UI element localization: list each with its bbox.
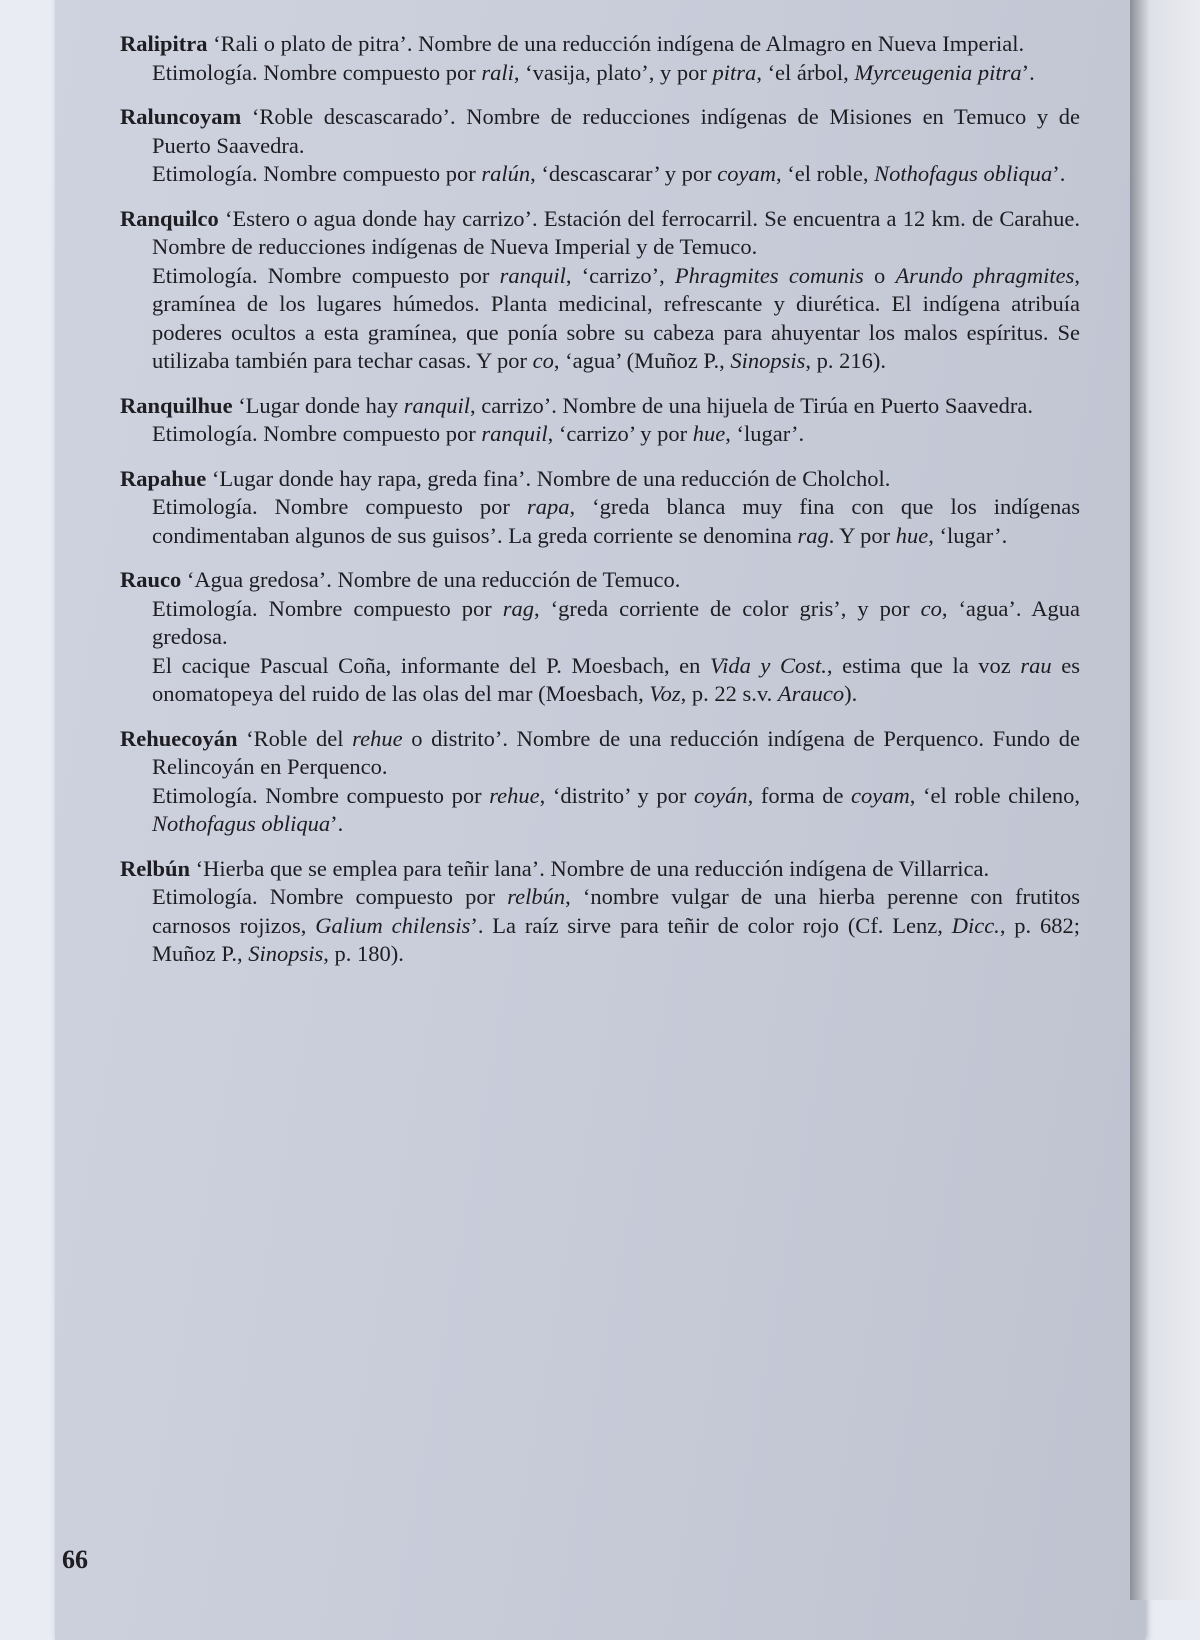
text-segment: ‘Lugar donde hay rapa, greda fina’. Nombre de una reducción de Cholchol. — [206, 465, 891, 491]
italic-term: rag — [502, 595, 535, 621]
text-segment: o — [863, 262, 896, 288]
text-segment: , p. 682; Muñoz P., — [152, 912, 1080, 966]
text-segment: , ‘vasija, plato’, y por — [513, 59, 713, 85]
text-segment: El cacique Pascual Coña, informante del P. Moesbach, en — [152, 652, 710, 678]
italic-term: Voz — [649, 681, 681, 706]
text-segment: , ‘el árbol, — [756, 59, 855, 85]
text-segment: Etimología. Nombre compuesto por — [152, 494, 527, 519]
text-segment: ‘Roble del — [237, 725, 353, 751]
italic-term: rali — [481, 59, 514, 85]
entry-definition — [120, 392, 1080, 421]
entry-etymology — [152, 883, 1080, 969]
text-segment: ‘Lugar donde hay — [232, 392, 404, 418]
italic-term: coyam — [717, 161, 777, 186]
italic-term: coyán — [693, 782, 748, 808]
text-segment: , ‘carrizo’ y por — [547, 421, 693, 446]
entry-etymology — [152, 782, 1080, 839]
entry-headword: Rauco — [120, 567, 182, 592]
entry-headword: Relbún — [120, 855, 191, 881]
entry-headword: Ralipitra — [120, 31, 208, 56]
italic-term: rehue — [489, 782, 540, 808]
italic-term: ranquil — [499, 262, 566, 288]
italic-term: ranquil — [481, 421, 548, 446]
text-segment: Etimología. Nombre compuesto por — [152, 884, 508, 909]
italic-term: Myrceugenia pitra — [854, 59, 1022, 85]
entry-headword: Rapahue — [120, 465, 207, 491]
italic-term: hue — [692, 421, 726, 446]
text-segment: , ‘agua’ (Muñoz P., — [553, 348, 731, 373]
italic-term: Arundo phragmites — [895, 262, 1075, 288]
entry-etymology — [152, 262, 1080, 376]
italic-term: co — [532, 348, 554, 373]
text-segment: , p. 216). — [805, 348, 886, 373]
entry-definition — [120, 465, 1080, 494]
dictionary-entry — [120, 566, 1080, 709]
text-segment: , ‘lugar’. — [928, 522, 1008, 548]
text-segment: , p. 22 s.v. — [680, 681, 778, 706]
entry-etymology — [152, 160, 1080, 189]
entry-etymology — [152, 59, 1080, 88]
entry-definition — [120, 103, 1080, 160]
text-segment: . Y por — [828, 522, 896, 548]
entry-etymology — [152, 493, 1080, 550]
text-segment: ). — [844, 681, 858, 706]
text-segment: , gramínea de los lugares húmedos. Planta medicinal, refrescante y diurética. El indígena atribuía poderes ocultos a esta gramínea, que ponía sobre su cabeza para ahuyentar los malos espíritus. Se utilizaba también para techar casas. Y por — [152, 262, 1080, 373]
entry-definition — [120, 30, 1080, 59]
italic-term: coyam — [851, 782, 910, 808]
text-segment: ’. — [1052, 161, 1066, 186]
dictionary-entry — [120, 30, 1080, 87]
italic-term: rehue — [352, 725, 403, 751]
text-segment: , ‘nombre vulgar de una hierba perenne con frutitos carnosos rojizos, — [152, 884, 1080, 938]
entry-definition — [120, 566, 1080, 595]
text-segment: , carrizo’. Nombre de una hijuela de Tirúa en Puerto Saavedra. — [470, 392, 1033, 418]
text-segment: , ‘greda blanca muy fina con que los indígenas condimentaban algunos de sus guisos’. La greda corriente se denomina — [152, 494, 1080, 548]
italic-term: Phragmites comunis — [674, 262, 864, 288]
text-segment: , ‘el roble, — [776, 161, 875, 186]
entry-etymology — [152, 420, 1080, 449]
text-segment: , forma de — [747, 782, 852, 808]
text-segment: , ‘el roble chileno, — [909, 782, 1081, 808]
dictionary-column — [120, 30, 1080, 985]
text-segment: Etimología. Nombre compuesto por — [152, 262, 500, 288]
text-segment: ’. — [330, 811, 344, 836]
entry-etymology — [152, 652, 1080, 709]
text-segment: , ‘agua’. Agua gredosa. — [152, 595, 1081, 649]
italic-term: Sinopsis — [248, 941, 324, 966]
italic-term: Nothofagus obliqua — [152, 811, 331, 836]
entry-headword: Rehuecoyán — [120, 725, 238, 751]
text-segment: Etimología. Nombre compuesto por — [152, 59, 482, 85]
entry-definition — [120, 855, 1080, 884]
italic-term: hue — [895, 522, 929, 548]
text-segment: ‘Roble descascarado’. Nombre de reducciones indígenas de Misiones en Temuco y de Puerto Saavedra. — [152, 104, 1080, 158]
italic-term: Vida y Cost. — [710, 652, 827, 678]
text-segment: o distrito’. Nombre de una reducción indígena de Perquenco. Fundo de Relincoyán en Perquenco. — [152, 725, 1080, 779]
text-segment: , ‘distrito’ y por — [539, 782, 694, 808]
italic-term: relbún — [507, 884, 566, 909]
italic-term: ranquil — [403, 392, 471, 418]
italic-term: pitra — [712, 59, 757, 85]
text-segment: ‘Agua gredosa’. Nombre de una reducción de Temuco. — [181, 567, 681, 592]
italic-term: Nothofagus obliqua — [874, 161, 1053, 186]
text-segment: Etimología. Nombre compuesto por — [152, 595, 503, 621]
italic-term: co — [920, 595, 942, 621]
entry-etymology — [152, 595, 1080, 652]
facing-page-edge — [1130, 0, 1200, 1600]
italic-term: rag — [797, 522, 829, 548]
italic-term: Dicc. — [951, 912, 1000, 938]
entry-definition — [120, 205, 1080, 262]
text-segment: , estima que la voz — [826, 652, 1021, 678]
text-segment: , ‘descascarar’ y por — [530, 161, 718, 186]
italic-term: ralún — [481, 161, 531, 186]
dictionary-entry — [120, 392, 1080, 449]
text-segment: ‘Rali o plato de pitra’. Nombre de una reducción indígena de Almagro en Nueva Imperial. — [207, 31, 1025, 56]
text-segment: Etimología. Nombre compuesto por — [152, 782, 490, 808]
text-segment: es onomatopeya del ruido de las olas del mar (Moesbach, — [152, 652, 1080, 706]
entry-headword: Raluncoyam — [120, 104, 242, 129]
entry-headword: Ranquilco — [120, 205, 219, 231]
entry-headword: Ranquilhue — [120, 392, 233, 418]
entry-definition — [120, 725, 1080, 782]
dictionary-entry — [120, 103, 1080, 189]
text-segment: , ‘greda corriente de color gris’, y por — [534, 595, 921, 621]
italic-term: Galium chilensis — [315, 912, 471, 938]
text-segment: Etimología. Nombre compuesto por — [152, 161, 482, 186]
text-segment: ‘Hierba que se emplea para teñir lana’. Nombre de una reducción indígena de Villarrica. — [190, 855, 990, 881]
dictionary-entry — [120, 205, 1080, 376]
dictionary-entry — [120, 465, 1080, 551]
text-segment: Etimología. Nombre compuesto por — [152, 421, 482, 446]
italic-term: Sinopsis — [730, 348, 806, 373]
text-segment: ’. — [1021, 59, 1035, 85]
italic-term: rapa — [526, 494, 570, 519]
page-number: 66 — [62, 1545, 88, 1574]
text-segment: , ‘carrizo’, — [565, 262, 675, 288]
dictionary-entry — [120, 725, 1080, 839]
text-segment: ‘Estero o agua donde hay carrizo’. Estación del ferrocarril. Se encuentra a 12 km. de Carahue. Nombre de reducciones indígenas de Nueva Imperial y de Temuco. — [152, 205, 1080, 259]
italic-term: rau — [1020, 652, 1052, 678]
text-segment: , p. 180). — [323, 941, 404, 966]
text-segment: , ‘lugar’. — [725, 421, 805, 446]
italic-term: Arauco — [777, 681, 845, 706]
text-segment: ’. La raíz sirve para teñir de color rojo (Cf. Lenz, — [470, 912, 952, 938]
dictionary-entry — [120, 855, 1080, 969]
